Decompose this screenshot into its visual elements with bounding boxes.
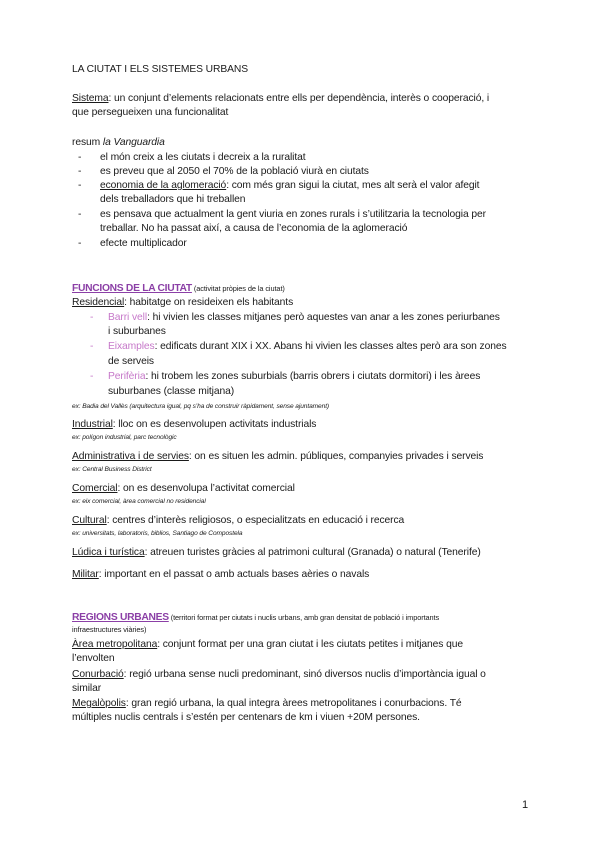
resum-source: la Vanguardia bbox=[102, 137, 165, 148]
region-term: Conurbació bbox=[72, 669, 124, 680]
list-item-text: efecte multiplicador bbox=[100, 238, 187, 249]
example-note: ex: eix comercial, àrea comercial no residencial bbox=[72, 498, 206, 505]
list-item-text: dels treballadors que hi treballen bbox=[100, 194, 246, 205]
ludica-line bbox=[72, 546, 481, 560]
list-item bbox=[90, 340, 507, 354]
example-note: ex: universitats, laboratoris, biblios, Santiago de Compostela bbox=[72, 530, 243, 537]
function-term: Residencial bbox=[72, 297, 125, 308]
function-term: Militar bbox=[72, 569, 99, 580]
dash-bullet: - bbox=[78, 180, 82, 191]
document-title: LA CIUTAT I ELS SISTEMES URBANS bbox=[72, 64, 248, 75]
conurbacio-line bbox=[72, 668, 486, 682]
list-item bbox=[90, 311, 500, 325]
region-term: Megalòpolis bbox=[72, 698, 126, 709]
function-text: : atreuen turistes gràcies al patrimoni cultural (Granada) o natural (Tenerife) bbox=[144, 547, 481, 558]
militar-line bbox=[72, 568, 369, 582]
megalopolis-line-2: múltiples nuclis centrals i s’estén per centenars de km i viuen +20M persones. bbox=[72, 712, 420, 723]
resum-prefix: resum bbox=[72, 137, 103, 148]
function-term: Industrial bbox=[72, 419, 113, 430]
sub-term: Perifèria bbox=[108, 371, 146, 382]
dash-bullet: - bbox=[78, 209, 82, 220]
function-term: Comercial bbox=[72, 483, 118, 494]
sub-text: : hi vivien les classes mitjanes però aquestes van anar a les zones periurbanes bbox=[147, 312, 500, 323]
section-heading-note-2: infraestructures viàries) bbox=[72, 625, 147, 634]
administrativa-line bbox=[72, 450, 483, 464]
list-item: i suburbanes bbox=[108, 326, 166, 337]
sistema-line-2: que persegueixen una funcionalitat bbox=[72, 107, 229, 118]
resum-heading bbox=[72, 136, 165, 150]
function-text: : on es situen les admin. públiques, companyies privades i serveis bbox=[188, 451, 484, 462]
list-item-text: es pensava que actualment la gent viuria en zones rurals i s’utilitzaria la tecnologia per bbox=[100, 209, 486, 220]
function-text: : centres d’interès religiosos, o especialitzats en educació i recerca bbox=[106, 515, 405, 526]
area-metropolitana-line-2: l’envolten bbox=[72, 653, 115, 664]
list-item bbox=[90, 370, 480, 384]
region-term: Àrea metropolitana bbox=[72, 639, 158, 650]
funcions-heading bbox=[72, 282, 285, 296]
list-item bbox=[78, 151, 306, 165]
function-text: : on es desenvolupa l’activitat comercial bbox=[117, 483, 295, 494]
function-text: : lloc on es desenvolupen activitats industrials bbox=[112, 419, 317, 430]
sub-text: : hi trobem les zones suburbials (barris obrers i ciutats dormitori) i les àrees bbox=[145, 371, 481, 382]
sistema-line-1 bbox=[72, 92, 489, 106]
dash-bullet: - bbox=[78, 166, 82, 177]
list-item-text: : com més gran sigui la ciutat, mes alt serà el valor afegit bbox=[226, 180, 480, 191]
regions-heading bbox=[72, 611, 439, 625]
list-item bbox=[78, 179, 479, 193]
industrial-line bbox=[72, 418, 316, 432]
list-item-text: el món creix a les ciutats i decreix a la ruralitat bbox=[100, 152, 306, 163]
example-note: ex: Badia del Vallès (arquitectura igual, pq s’ha de construir ràpidament, sense ajuntament) bbox=[72, 403, 330, 410]
list-item bbox=[78, 165, 369, 179]
function-term: Cultural bbox=[72, 515, 107, 526]
dash-bullet: - bbox=[78, 152, 82, 163]
sistema-term: Sistema bbox=[72, 93, 109, 104]
section-heading-note: (territori format per ciutats i nuclis urbans, amb gran densitat de població i importants bbox=[168, 613, 440, 622]
conurbacio-line-2: similar bbox=[72, 683, 102, 694]
function-text: : important en el passat o amb actuals bases aèries o navals bbox=[98, 569, 370, 580]
sistema-text: : un conjunt d’elements relacionats entre ells per dependència, interès o cooperació, i bbox=[108, 93, 490, 104]
list-item: suburbanes (classe mitjana) bbox=[108, 386, 235, 397]
list-item bbox=[78, 208, 486, 222]
list-item bbox=[78, 193, 245, 207]
sub-term: Eixamples bbox=[108, 341, 155, 352]
megalopolis-line bbox=[72, 697, 462, 711]
section-heading: FUNCIONS DE LA CIUTAT bbox=[72, 283, 192, 294]
list-item bbox=[78, 222, 407, 236]
example-note: ex: polígon industrial, parc tecnològic bbox=[72, 434, 177, 441]
comercial-line bbox=[72, 482, 295, 496]
list-item-text: treballar. No ha passat així, a causa de l’economia de la aglomeració bbox=[100, 223, 408, 234]
list-item-text: es preveu que al 2050 el 70% de la població viurà en ciutats bbox=[100, 166, 369, 177]
dash-bullet: - bbox=[90, 341, 94, 352]
sub-term: Barri vell bbox=[108, 312, 148, 323]
list-item-term: economia de la aglomeració bbox=[100, 180, 227, 191]
sub-text: : edificats durant XIX i XX. Abans hi vivien les classes altes però ara son zones bbox=[154, 341, 507, 352]
example-note: ex: Central Business District bbox=[72, 466, 152, 473]
region-text: : conjunt format per una gran ciutat i les ciutats petites i mitjanes que bbox=[157, 639, 463, 650]
residencial-line bbox=[72, 296, 293, 310]
region-text: : gran regió urbana, la qual integra àrees metropolitanes i conurbacions. Té bbox=[125, 698, 462, 709]
section-heading-note: (activitat pròpies de la ciutat) bbox=[191, 284, 285, 293]
section-heading: REGIONS URBANES bbox=[72, 612, 169, 623]
function-text: : habitatge on resideixen els habitants bbox=[124, 297, 294, 308]
function-term: Lúdica i turística bbox=[72, 547, 145, 558]
dash-bullet: - bbox=[90, 312, 94, 323]
list-item bbox=[78, 237, 187, 251]
page-number: 1 bbox=[522, 799, 529, 811]
dash-bullet: - bbox=[78, 238, 82, 249]
cultural-line bbox=[72, 514, 404, 528]
area-metropolitana-line bbox=[72, 638, 463, 652]
function-term: Administrativa i de servies bbox=[72, 451, 189, 462]
list-item: de serveis bbox=[108, 356, 154, 367]
dash-bullet: - bbox=[90, 371, 94, 382]
region-text: : regió urbana sense nucli predominant, sinó diversos nuclis d’importància igual o bbox=[123, 669, 486, 680]
